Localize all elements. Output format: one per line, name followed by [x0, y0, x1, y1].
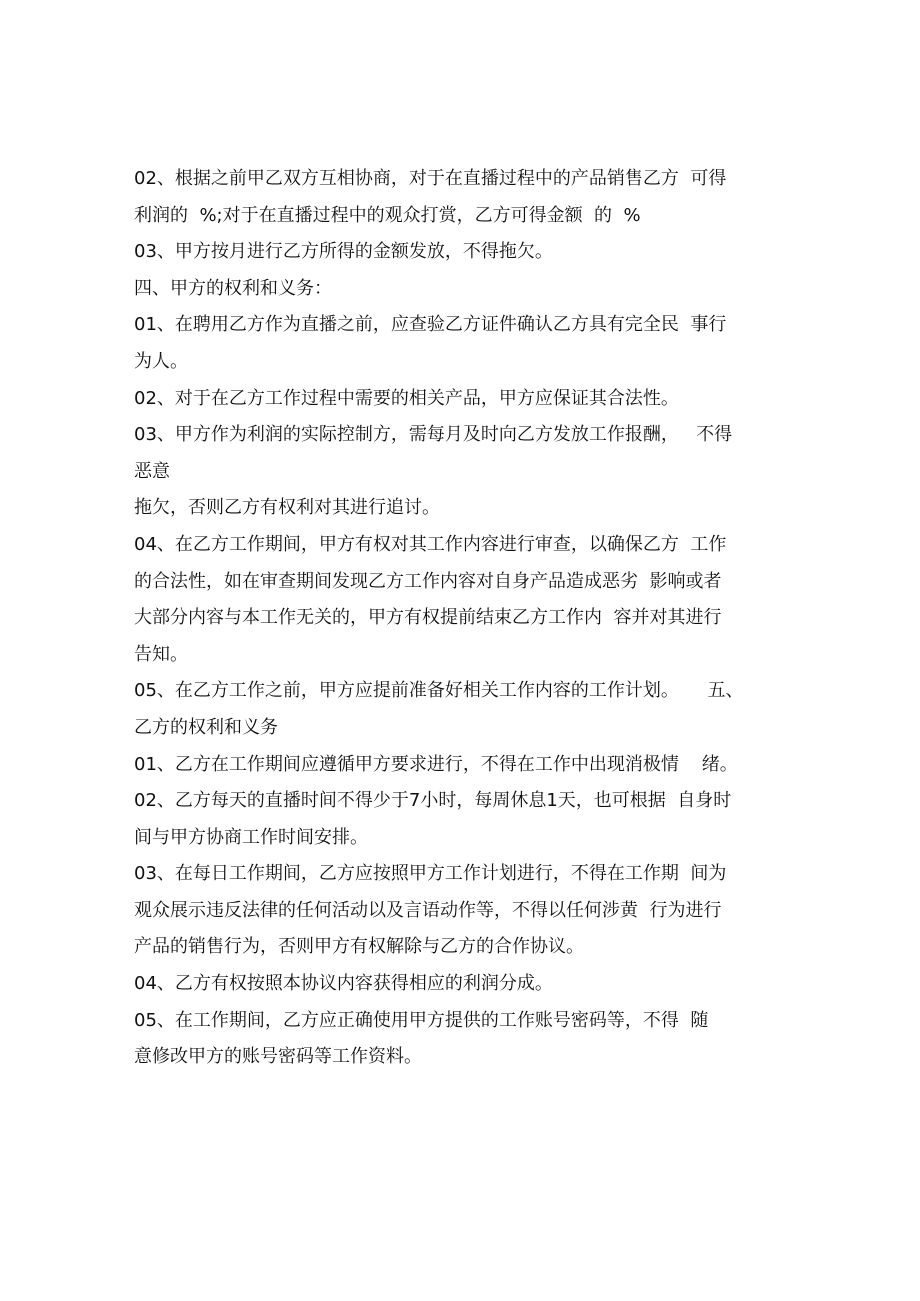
- text-line-1: 02、根据之前甲乙双方互相协商，对于在直播过程中的产品销售乙方 可得: [134, 168, 727, 189]
- text-line-19: 间与甲方协商工作时间安排。: [134, 826, 368, 848]
- section-heading-party-b: 乙方的权利和义务: [134, 716, 278, 738]
- text-line-13: 大部分内容与本工作无关的，甲方有权提前结束乙方工作内 容并对其进行: [134, 607, 722, 629]
- text-line-18: 02、乙方每天的直播时间不得少于7小时，每周休息1天，也可根据 自身时: [134, 790, 732, 812]
- text-line-15: 05、在乙方工作之前，甲方应提前准备好相关工作内容的工作计划。 五、: [134, 680, 744, 702]
- text-line-25: 意修改甲方的账号密码等工作资料。: [134, 1046, 422, 1068]
- text-line-21: 观众展示违反法律的任何活动以及言语动作等，不得以任何涉黄 行为进行: [134, 899, 722, 921]
- text-line-9: 恶意: [134, 460, 170, 482]
- text-line-11: 04、在乙方工作期间，甲方有权对其工作内容进行审查，以确保乙方 工作: [134, 533, 727, 555]
- document-body: [134, 164, 794, 1079]
- text-line-22: 产品的销售行为，否则甲方有权解除与乙方的合作协议。: [134, 936, 584, 958]
- text-line-8: 03、甲方作为利润的实际控制方，需每月及时向乙方发放工作报酬， 不得: [134, 424, 733, 446]
- text-line-12: 的合法性，如在审查期间发现乙方工作内容对自身产品造成恶劣 影响或者: [134, 570, 722, 592]
- text-line-24: 05、在工作期间，乙方应正确使用甲方提供的工作账号密码等，不得 随: [134, 1009, 709, 1031]
- text-line-17: 01、乙方在工作期间应遵循甲方要求进行，不得在工作中出现消极情 绪。: [134, 753, 738, 775]
- text-line-23: 04、乙方有权按照本协议内容获得相应的利润分成。: [134, 973, 553, 995]
- text-line-6: 为人。: [134, 350, 188, 372]
- text-line-20: 03、在每日工作期间，乙方应按照甲方工作计划进行，不得在工作期 间为: [134, 863, 727, 885]
- text-line-3: 03、甲方按月进行乙方所得的金额发放，不得拖欠。: [134, 241, 553, 263]
- text-line-14: 告知。: [134, 643, 188, 665]
- text-line-7: 02、对于在乙方工作过程中需要的相关产品，甲方应保证其合法性。: [134, 387, 679, 409]
- section-heading-party-a: 四、甲方的权利和义务：: [134, 277, 332, 299]
- text-line-5: 01、在聘用乙方作为直播之前，应查验乙方证件确认乙方具有完全民 事行: [134, 314, 727, 336]
- text-line-10: 拖欠，否则乙方有权利对其进行追讨。: [134, 497, 440, 519]
- text-line-2: 利润的 %;对于在直播过程中的观众打赏，乙方可得金额 的 %: [134, 204, 641, 226]
